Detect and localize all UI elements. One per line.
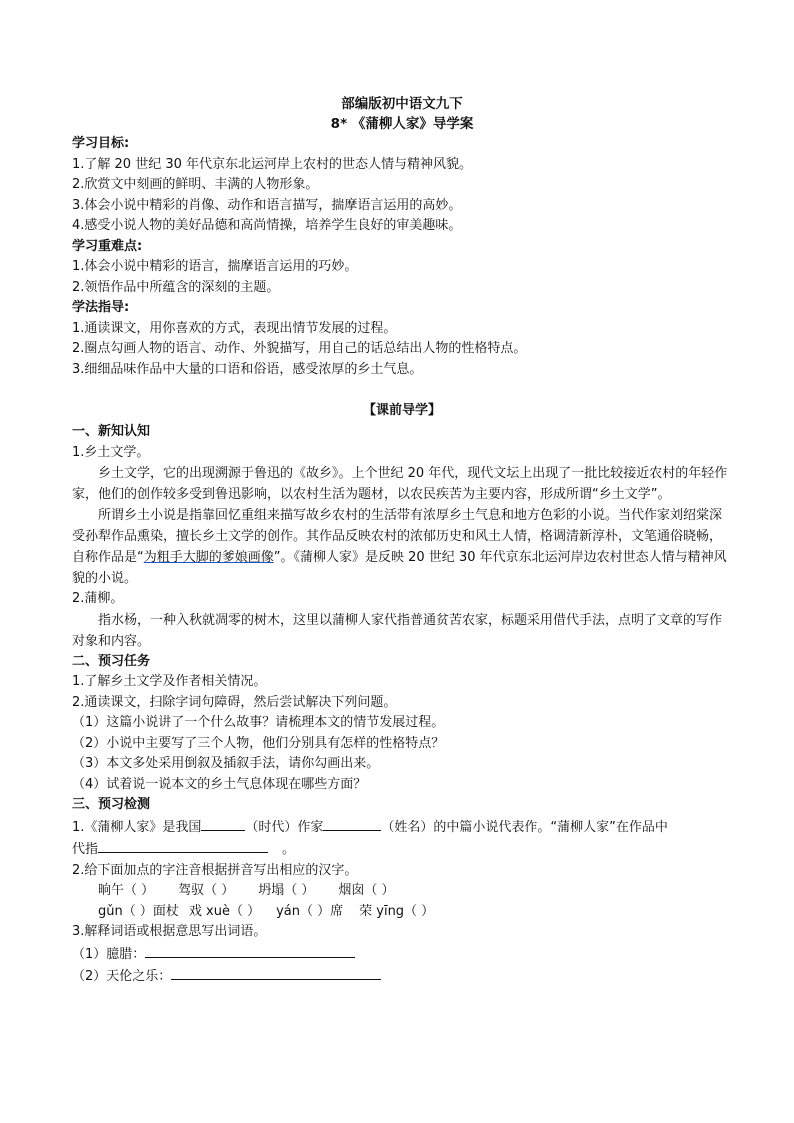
task-item: 1.了解乡土文学及作者相关情况。 — [72, 674, 267, 689]
pronunciation-item[interactable]: 坍塌（ ） — [258, 883, 315, 898]
document-title: 部编版初中语文九下 — [341, 96, 463, 112]
task-item: （3）本文多处采用倒叙及插叙手法，请你勾画出来。 — [72, 756, 380, 771]
pronunciation-item[interactable]: 晌午（ ） — [98, 883, 155, 898]
method-heading: 学法指导: — [72, 300, 130, 315]
question-3: 3.解释词语或根据意思写出词语。 — [72, 924, 267, 939]
question-text: 。 — [282, 842, 296, 857]
task-item: 2.通读课文，扫除字词句障碍，然后尝试解决下列问题。 — [72, 694, 397, 710]
method-item: 1.通读课文，用你喜欢的方式，表现出情节发展的过程。 — [72, 320, 397, 336]
pinyin-row — [72, 902, 732, 923]
answer-blank[interactable] — [145, 943, 355, 958]
question-text: 代指 — [72, 842, 99, 857]
pinyin-item[interactable]: yán（ ）席 — [276, 903, 344, 919]
section1-heading: 一、新知认知 — [72, 424, 151, 439]
goals-heading: 学习目标: — [72, 136, 130, 151]
quote-link[interactable]: 为粗手大脚的爹娘画像 — [143, 550, 274, 565]
pinyin-item[interactable]: 戏 xuè（ ） — [188, 903, 261, 919]
key-point-item: 2.领悟作品中所蕴含的深刻的主题。 — [72, 279, 280, 295]
section1-paragraph — [72, 505, 732, 589]
section3-heading: 三、预习检测 — [72, 797, 151, 812]
author-blank[interactable] — [323, 816, 381, 831]
question-3-1 — [72, 943, 732, 966]
method-item: 3.细细品味作品中大量的口语和俗语，感受浓厚的乡土气息。 — [72, 361, 423, 377]
task-item: （2）小说中主要写了三个人物，他们分别具有怎样的性格特点？ — [72, 735, 445, 751]
goal-item: 1.了解 20 世纪 30 年代京东北运河岸上农村的世态人情与精神风貌。 — [72, 156, 473, 172]
question-2: 2.给下面加点的字注音根据拼音写出相应的汉字。 — [72, 862, 358, 878]
goal-item: 2.欣赏文中刻画的鲜明、丰满的人物形象。 — [72, 177, 319, 192]
key-points-heading: 学习重难点: — [72, 238, 143, 254]
pinyin-item[interactable]: 荣 yīng（ ） — [359, 903, 435, 919]
paragraph-text: 所谓乡土小说是指靠回忆重组来描写故乡农村的生活带有浓厚乡土气息和地方色彩的小说。当代作家刘绍棠深受孙犁作品熏染，擅长乡土文学的创作。其作品反映农村的浓郁历史和风土人情，格调清新淳朴，文笔通俗晓畅，自称作品是“ — [72, 508, 723, 565]
question-text: （2）天伦之乐： — [72, 969, 172, 984]
document-page — [72, 94, 732, 988]
goal-item: 3.体会小说中精彩的肖像、动作和语言描写，揣摩语言运用的高妙。 — [72, 197, 462, 213]
task-item: （4）试着说一说本文的乡土气息体现在哪些方面？ — [72, 776, 367, 792]
goal-item: 4.感受小说人物的美好品德和高尚情操，培养学生良好的审美趣味。 — [72, 218, 462, 233]
question-3-2 — [72, 965, 732, 988]
question-text: （姓名）的中篇小说代表作。“蒲柳人家”在作品中 — [381, 819, 668, 835]
pronunciation-item[interactable]: 烟囱（ ） — [338, 883, 395, 898]
pronunciation-row — [72, 881, 732, 902]
section1-paragraph: 指水杨，一种入秋就凋零的树木，这里以蒲柳人家代指普通贫苦农家，标题采用借代手法，点明了文章的写作对象和内容。 — [72, 612, 723, 649]
paragraph-text: ”。《蒲柳人家》是反映 20 世纪 30 年代京东北运河岸边农村世态人情与精神风貌的小说。 — [72, 550, 727, 586]
section1-item2-title: 2.蒲柳。 — [72, 591, 124, 606]
question-text: （时代）作家 — [245, 819, 324, 835]
key-point-item: 1.体会小说中精彩的语言，揣摩语言运用的巧妙。 — [72, 259, 358, 274]
method-item: 2.圈点勾画人物的语言、动作、外貌描写，用自己的话总结出人物的性格特点。 — [72, 341, 527, 356]
section2-heading: 二、预习任务 — [72, 653, 151, 669]
question-1 — [72, 816, 732, 839]
question-text: 1.《蒲柳人家》是我国 — [72, 819, 202, 835]
era-blank[interactable] — [201, 816, 245, 831]
section1-item1-title: 1.乡土文学。 — [72, 444, 150, 460]
question-1-continued — [72, 838, 732, 861]
answer-blank[interactable] — [171, 965, 381, 980]
pinyin-item[interactable]: gǔn（ ）面杖 — [98, 903, 179, 919]
section1-paragraph: 乡土文学，它的出现溯源于鲁迅的《故乡》。上个世纪 20 年代，现代文坛上出现了一批比较接近农村的年轻作家，他们的创作较多受到鲁迅影响，以农村生活为题材，以农民疾苦为主要内容，形成所谓“乡土文学”。 — [72, 466, 728, 502]
question-text: （1）臆腊： — [72, 946, 146, 962]
meaning-blank[interactable] — [98, 838, 268, 853]
pronunciation-item[interactable]: 驾驭（ ） — [178, 883, 235, 898]
document-subtitle: 8* 《蒲柳人家》导学案 — [330, 116, 474, 132]
preview-heading: 【课前导学】 — [362, 403, 441, 418]
task-item: （1）这篇小说讲了一个什么故事？请梳理本文的情节发展过程。 — [72, 715, 445, 730]
